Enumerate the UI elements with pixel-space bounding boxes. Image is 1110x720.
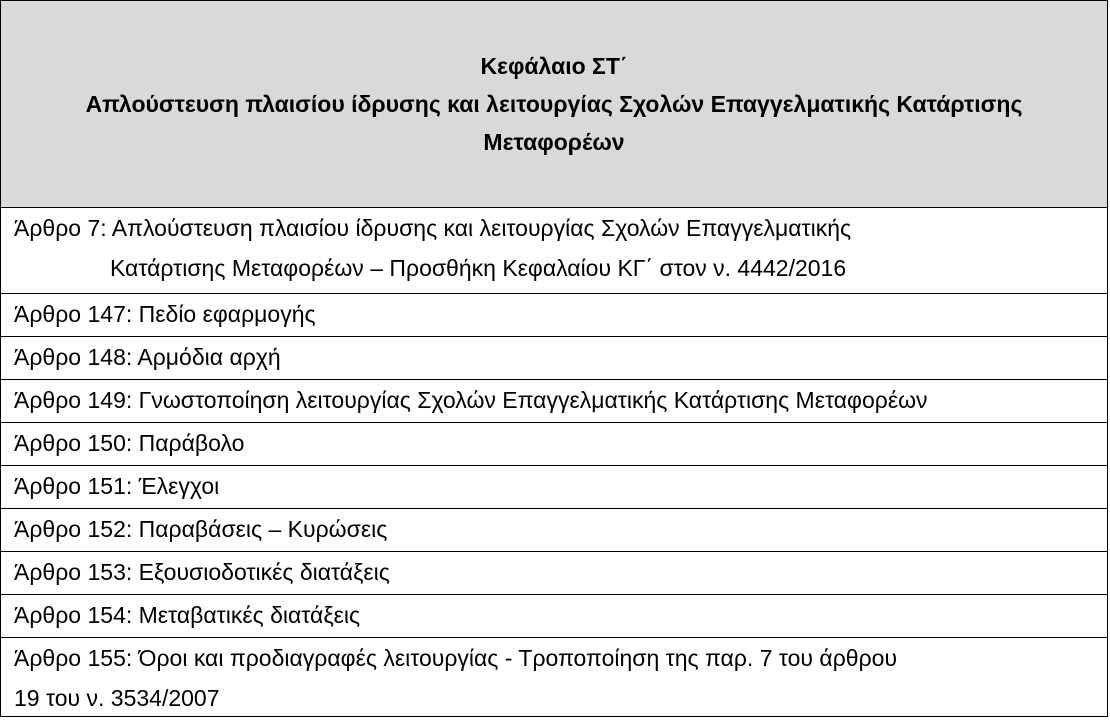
chapter-subtitle-line-2: Μεταφορέων	[483, 129, 625, 155]
article-row	[1, 208, 1107, 294]
article-row	[1, 638, 1107, 717]
article-text: Άρθρο 7: Απλούστευση πλαισίου ίδρυσης και λειτουργίας Σχολών Επαγγελματικής	[14, 215, 852, 241]
article-text: Άρθρο 155: Όροι και προδιαγραφές λειτουργίας - Τροποποίηση της παρ. 7 του άρθρου	[14, 645, 898, 671]
article-row	[1, 552, 1107, 595]
article-row	[1, 466, 1107, 509]
article-text: Άρθρο 151: Έλεγχοι	[14, 473, 220, 499]
chapter-title: Κεφάλαιο ΣΤ΄	[480, 53, 628, 79]
article-text-continued: 19 του ν. 3534/2007	[14, 685, 220, 711]
article-text-continued: Κατάρτισης Μεταφορέων – Προσθήκη Κεφαλαίου ΚΓ΄ στον ν. 4442/2016	[110, 255, 847, 281]
article-row	[1, 294, 1107, 337]
article-text: Άρθρο 147: Πεδίο εφαρμογής	[14, 301, 316, 327]
chapter-header	[1, 1, 1107, 208]
article-row	[1, 509, 1107, 552]
article-row	[1, 423, 1107, 466]
article-text: Άρθρο 153: Εξουσιοδοτικές διατάξεις	[14, 559, 390, 585]
article-row	[1, 595, 1107, 638]
article-text: Άρθρο 148: Αρμόδια αρχή	[14, 344, 281, 370]
article-text: Άρθρο 150: Παράβολο	[14, 430, 245, 456]
chapter-subtitle-line-1: Απλούστευση πλαισίου ίδρυσης και λειτουργίας Σχολών Επαγγελματικής Κατάρτισης	[85, 91, 1023, 117]
article-text: Άρθρο 152: Παραβάσεις – Κυρώσεις	[14, 516, 388, 542]
article-row	[1, 380, 1107, 423]
article-text: Άρθρο 149: Γνωστοποίηση λειτουργίας Σχολών Επαγγελματικής Κατάρτισης Μεταφορέων	[14, 387, 928, 413]
article-text: Άρθρο 154: Μεταβατικές διατάξεις	[14, 602, 361, 628]
article-row	[1, 337, 1107, 380]
